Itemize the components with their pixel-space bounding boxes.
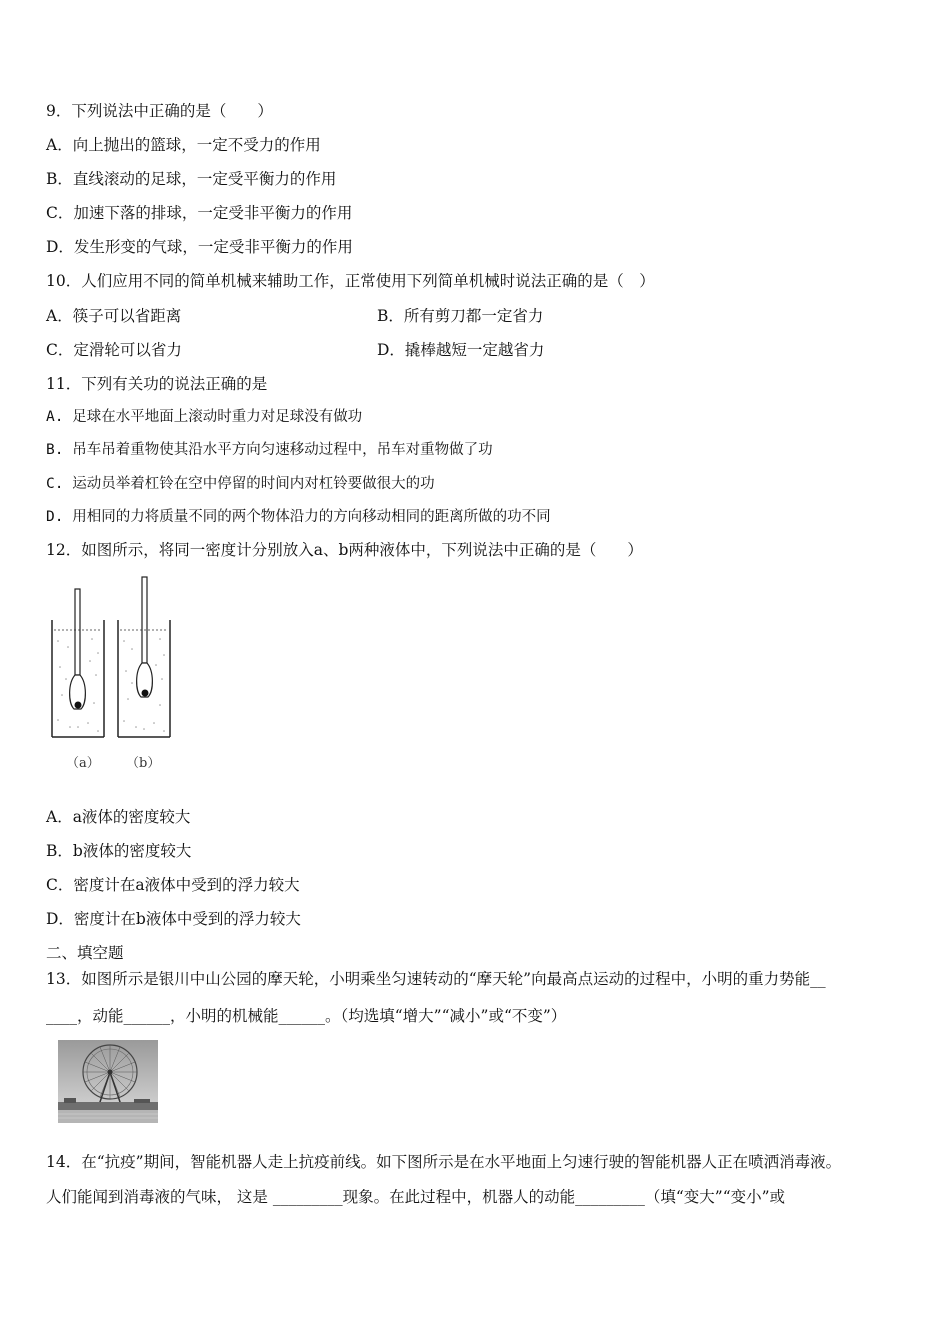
- q11-option-d: D. 用相同的力将质量不同的两个物体沿力的方向移动相同的距离所做的功不同: [46, 509, 551, 525]
- q10-option-d: D．撬棒越短一定越省力: [377, 341, 545, 359]
- q10-option-b: B．所有剪刀都一定省力: [377, 307, 544, 325]
- section-title: 二、填空题: [46, 944, 124, 962]
- q10-option-a: A．筷子可以省距离: [46, 307, 182, 325]
- q11-option-c: C. 运动员举着杠铃在空中停留的时间内对杠铃要做很大的功: [46, 476, 435, 492]
- q13-line1: 13．如图所示是银川中山公园的摩天轮，小明乘坐匀速转动的“摩天轮”向最高点运动的过程中，小明的重力势能__: [46, 970, 826, 988]
- hydrometer-figure: [48, 575, 178, 740]
- ferris-wheel-photo: [58, 1040, 158, 1123]
- q12-stem: 12．如图所示，将同一密度计分别放入a、b两种液体中，下列说法中正确的是（ ）: [46, 541, 643, 559]
- q10-option-c: C．定滑轮可以省力: [46, 341, 182, 359]
- q14-line2: 人们能闻到消毒液的气味， 这是 _________现象。在此过程中，机器人的动能_________（填“变大”“变小”或: [46, 1188, 786, 1206]
- q12-option-b: B．b液体的密度较大: [46, 842, 192, 860]
- q9-option-a: A．向上抛出的篮球，一定不受力的作用: [46, 136, 321, 154]
- figure-label-a: （a）: [66, 756, 100, 771]
- q11-stem: 11．下列有关功的说法正确的是: [46, 375, 268, 393]
- beaker-b: [118, 577, 170, 737]
- q9-stem: 9．下列说法中正确的是（ ）: [46, 102, 273, 120]
- q11-option-b: B. 吊车吊着重物使其沿水平方向匀速移动过程中，吊车对重物做了功: [46, 442, 493, 458]
- q9-option-c: C．加速下落的排球，一定受非平衡力的作用: [46, 204, 353, 222]
- q10-stem: 10．人们应用不同的简单机械来辅助工作，正常使用下列简单机械时说法正确的是（ ）: [46, 272, 655, 290]
- q11-option-a: A. 足球在水平地面上滚动时重力对足球没有做功: [46, 409, 363, 425]
- beaker-a: [52, 589, 104, 737]
- q13-line2: ____，动能______，小明的机械能______。（均选填“增大”“减小”或“不变”）: [46, 1007, 567, 1025]
- q9-option-b: B．直线滚动的足球，一定受平衡力的作用: [46, 170, 337, 188]
- q12-option-d: D．密度计在b液体中受到的浮力较大: [46, 910, 301, 928]
- q14-line1: 14．在“抗疫”期间，智能机器人走上抗疫前线。如下图所示是在水平地面上匀速行驶的智能机器人正在喷洒消毒液。: [46, 1153, 842, 1171]
- q12-option-a: A．a液体的密度较大: [46, 808, 191, 826]
- q9-option-d: D．发生形变的气球，一定受非平衡力的作用: [46, 238, 353, 256]
- figure-label-b: （b）: [126, 756, 161, 771]
- q12-option-c: C．密度计在a液体中受到的浮力较大: [46, 876, 300, 894]
